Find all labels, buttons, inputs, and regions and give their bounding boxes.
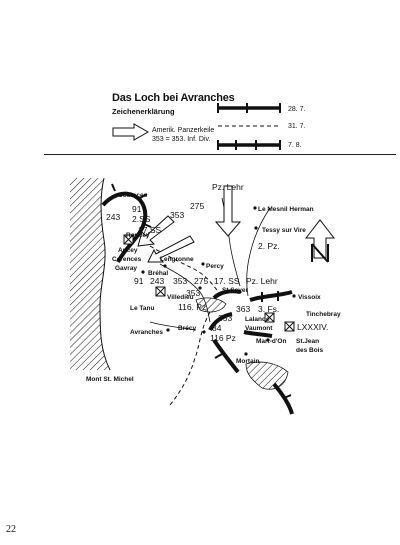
place-st-sever: St.Sever — [222, 287, 249, 294]
unit-243: 243 — [106, 212, 121, 222]
place-mont-st-michel: Mont St. Michel — [86, 376, 134, 383]
place-lengronne: Lengronne — [160, 256, 194, 263]
place-aucey: Aucey — [118, 247, 138, 254]
unit-2-pz: 2. Pz. — [258, 241, 280, 251]
legend-date-3: 7. 8. — [288, 142, 302, 149]
map-title: Das Loch bei Avranches — [112, 92, 235, 104]
place-labels — [86, 192, 341, 383]
unit-84: 84 — [212, 323, 222, 333]
place-gavray: Gavray — [115, 265, 138, 272]
place-tessy: Tessy sur Vire — [262, 227, 306, 234]
place-brecy: Brécy — [178, 325, 197, 332]
place-le-tanu: Le Tanu — [130, 305, 155, 312]
hq-symbol-lxxxiv — [285, 322, 294, 331]
legend-date-2: 31. 7. — [288, 123, 306, 130]
unit-3-fs: 3. Fs. — [258, 304, 280, 314]
unit-pz-lehr-north: Pz. Lehr — [212, 182, 244, 192]
legend-arrow-label: Amerik. Panzerkeile — [152, 127, 215, 134]
unit-row-91: 91 — [134, 276, 144, 286]
place-mart-d-on: Mart-d'On — [256, 338, 287, 345]
legend-symbols — [113, 103, 280, 150]
unit-row-275: 275 — [194, 276, 209, 286]
unit-353-lalande: 353 — [218, 313, 233, 323]
place-villedieu: Villedieu — [167, 294, 194, 301]
legend-date-1: 28. 7. — [288, 106, 306, 113]
unit-116-pz-b: 116 Pz — [210, 333, 236, 343]
place-percy: Percy — [206, 263, 224, 270]
unit-row-17ss: 17. SS — [214, 276, 240, 286]
attack-arrow-south — [216, 186, 240, 236]
unit-363: 363 — [236, 304, 251, 314]
north-arrow-icon — [306, 220, 334, 262]
place-vaumont: Vaumont — [245, 325, 273, 332]
legend-attack-arrow-icon — [113, 124, 148, 140]
legend-division-label: 353 = 353. Inf. Div. — [152, 136, 211, 143]
place-vissoix: Vissoix — [298, 294, 321, 301]
place-coutances: Coutaces — [118, 192, 148, 199]
unit-353: 353 — [170, 210, 185, 220]
legend-ticked-line — [218, 140, 280, 150]
hq-symbol-villedieu — [156, 287, 165, 296]
unit-116-pz-a: 116. Pz. — [178, 302, 209, 312]
place-lalande: Lalande — [245, 316, 270, 323]
unit-row-243: 243 — [150, 276, 165, 286]
place-roncey: Roncey — [126, 232, 150, 239]
unit-17ss: 17.SS — [138, 225, 162, 235]
place-le-mesnil-herman: Le Mesnil Herman — [258, 206, 314, 213]
unit-row-353: 353 — [173, 276, 188, 286]
legend-thick-line — [218, 103, 280, 113]
front-line-7-8 — [210, 291, 292, 414]
place-tinchebray: Tinchebray — [306, 311, 341, 318]
place-mortain: Mortain — [236, 358, 260, 365]
unit-353-villedieu: 353 — [186, 288, 201, 298]
unit-pz-lehr-south: Pz. Lehr — [246, 276, 278, 286]
coast-sea — [70, 178, 110, 370]
unit-275: 275 — [190, 201, 205, 211]
unit-2ss: 2.SS — [132, 214, 151, 224]
place-cerences: Cerences — [112, 256, 142, 263]
place-st-jean: St.Jean — [296, 338, 320, 345]
unit-lxxxiv: LXXXIV. — [297, 322, 329, 332]
place-des-bois: des Bois — [296, 347, 324, 354]
place-brehal: Bréhal — [148, 270, 169, 277]
page-number: 22 — [6, 524, 16, 535]
place-avranches: Avranches — [130, 329, 163, 336]
legend-heading: Zeichenerklärung — [112, 107, 175, 116]
unit-91: 91 — [132, 204, 142, 214]
attack-arrows — [138, 186, 240, 262]
